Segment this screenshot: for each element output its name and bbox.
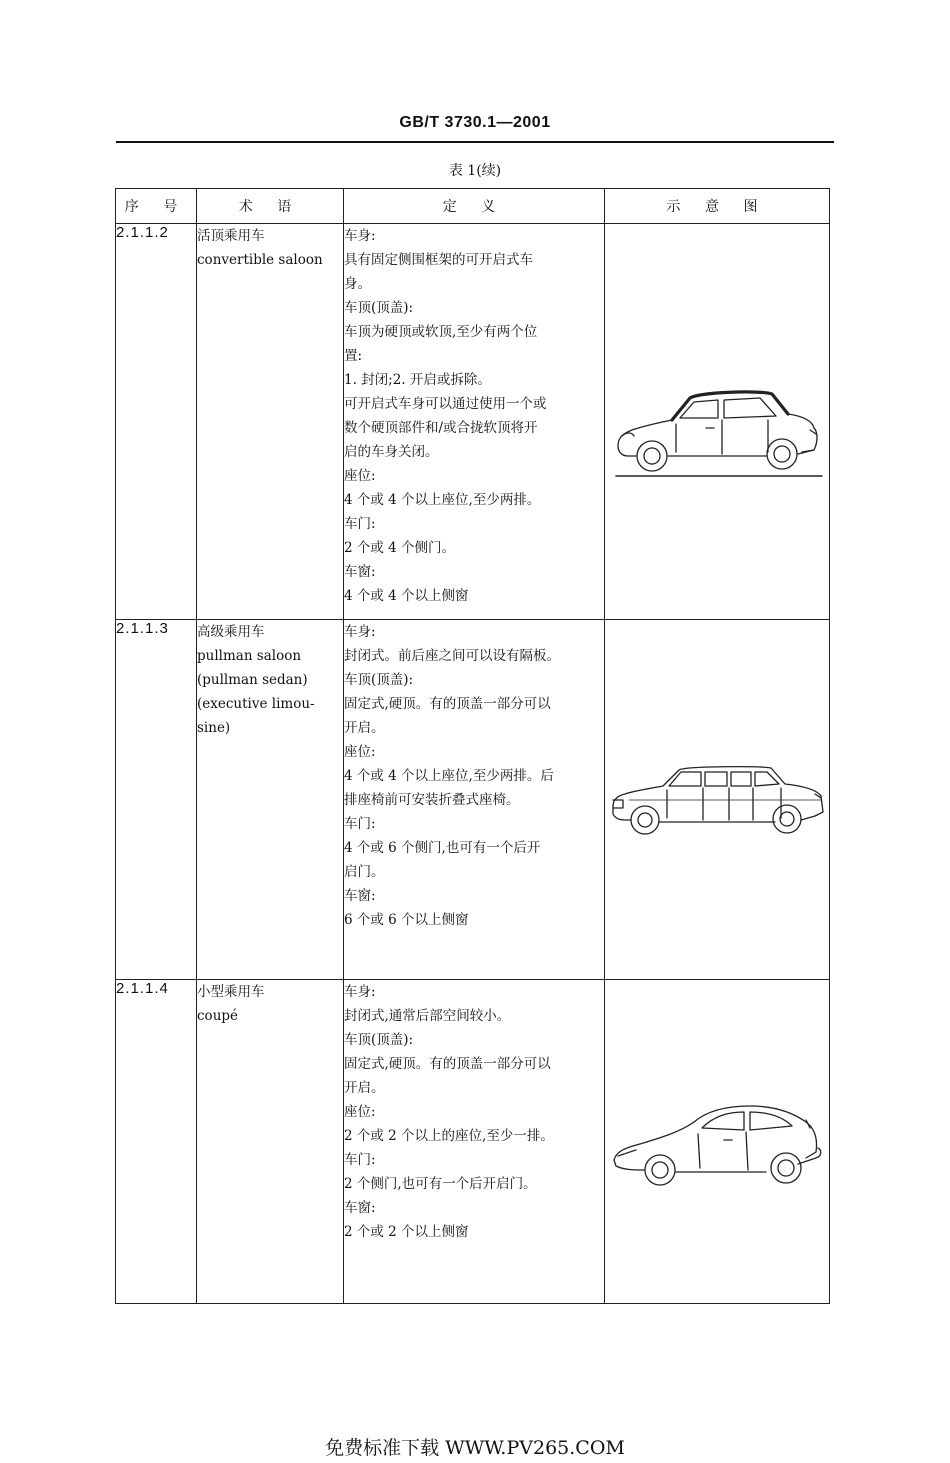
definition-line: 置:	[344, 348, 363, 364]
definition-line: 固定式,硬顶。有的顶盖一部分可以	[344, 1056, 551, 1072]
definition-line: 排座椅前可安装折叠式座椅。	[344, 792, 520, 808]
limousine-car-icon	[609, 760, 827, 840]
header-rule	[116, 141, 834, 143]
table-row	[116, 224, 830, 620]
definition-line: 开启。	[344, 1080, 385, 1096]
definition-cell	[344, 224, 605, 620]
definition-line: 座位:	[344, 744, 376, 760]
standard-code: GB/T 3730.1—2001	[399, 114, 551, 131]
definition-line: 1. 封闭;2. 开启或拆除。	[344, 372, 491, 388]
definition-line: 车顶(顶盖):	[344, 1032, 414, 1048]
definition-line: 开启。	[344, 720, 385, 736]
definition-cell	[344, 620, 605, 980]
definition-line: 车顶(顶盖):	[344, 300, 414, 316]
figure-cell	[605, 620, 830, 980]
definition-line: 数个硬顶部件和/或合拢软顶将开	[344, 420, 538, 436]
definition-line: 车身:	[344, 228, 376, 244]
definition-line: 4 个或 4 个以上侧窗	[344, 588, 469, 604]
footer-watermark: 免费标准下载 WWW.PV265.COM	[325, 1437, 625, 1459]
convertible-car-icon	[610, 384, 825, 484]
definition-line: 座位:	[344, 1104, 376, 1120]
row-number: 2.1.1.3	[116, 620, 197, 980]
row-number: 2.1.1.4	[116, 980, 197, 1304]
definition-line: 身。	[344, 276, 371, 292]
term-english: pullman saloon	[197, 648, 302, 664]
definition-line: 具有固定侧围框架的可开启式车	[344, 252, 533, 268]
definition-cell	[344, 980, 605, 1304]
column-header-term: 术 语	[197, 189, 344, 224]
term-english: sine)	[197, 720, 231, 736]
terms-table	[115, 188, 830, 1304]
row-number: 2.1.1.2	[116, 224, 197, 620]
definition-line: 6 个或 6 个以上侧窗	[344, 912, 469, 928]
definition-line: 车窗:	[344, 564, 376, 580]
definition-line: 车顶为硬顶或软顶,至少有两个位	[344, 324, 538, 340]
figure-cell	[605, 980, 830, 1304]
definition-line: 2 个侧门,也可有一个后开启门。	[344, 1176, 537, 1192]
definition-line: 启的车身关闭。	[344, 444, 439, 460]
definition-line: 车门:	[344, 516, 376, 532]
figure-cell	[605, 224, 830, 620]
coupe-car-icon	[610, 1098, 825, 1188]
definition-line: 固定式,硬顶。有的顶盖一部分可以	[344, 696, 551, 712]
term-english: convertible saloon	[197, 252, 323, 268]
column-header-figure: 示 意 图	[605, 189, 830, 224]
definition-line: 车顶(顶盖):	[344, 672, 414, 688]
definition-line: 封闭式。前后座之间可以设有隔板。	[344, 648, 560, 664]
term-chinese: 小型乘用车	[197, 984, 265, 1000]
definition-line: 可开启式车身可以通过使用一个或	[344, 396, 547, 412]
term-cell	[197, 980, 344, 1304]
definition-line: 车身:	[344, 624, 376, 640]
term-english: coupé	[197, 1008, 239, 1024]
definition-line: 车身:	[344, 984, 376, 1000]
term-chinese: 活顶乘用车	[197, 228, 265, 244]
table-header-row	[116, 189, 830, 224]
definition-line: 车门:	[344, 816, 376, 832]
term-english: (pullman sedan)	[197, 672, 308, 688]
definition-line: 车窗:	[344, 888, 376, 904]
definition-line: 4 个或 6 个侧门,也可有一个后开	[344, 840, 541, 856]
table-row	[116, 620, 830, 980]
definition-line: 车窗:	[344, 1200, 376, 1216]
term-cell	[197, 224, 344, 620]
term-english: (executive limou-	[197, 696, 315, 712]
term-chinese: 高级乘用车	[197, 624, 265, 640]
definition-line: 2 个或 4 个侧门。	[344, 540, 456, 556]
definition-line: 封闭式,通常后部空间较小。	[344, 1008, 511, 1024]
table-row	[116, 980, 830, 1304]
column-header-definition: 定 义	[344, 189, 605, 224]
definition-line: 车门:	[344, 1152, 376, 1168]
term-cell	[197, 620, 344, 980]
column-header-number: 序 号	[116, 189, 197, 224]
definition-line: 启门。	[344, 864, 385, 880]
definition-line: 4 个或 4 个以上座位,至少两排。后	[344, 768, 554, 784]
definition-line: 2 个或 2 个以上的座位,至少一排。	[344, 1128, 554, 1144]
definition-line: 座位:	[344, 468, 376, 484]
table-caption: 表 1(续)	[448, 163, 502, 179]
definition-line: 2 个或 2 个以上侧窗	[344, 1224, 469, 1240]
definition-line: 4 个或 4 个以上座位,至少两排。	[344, 492, 541, 508]
